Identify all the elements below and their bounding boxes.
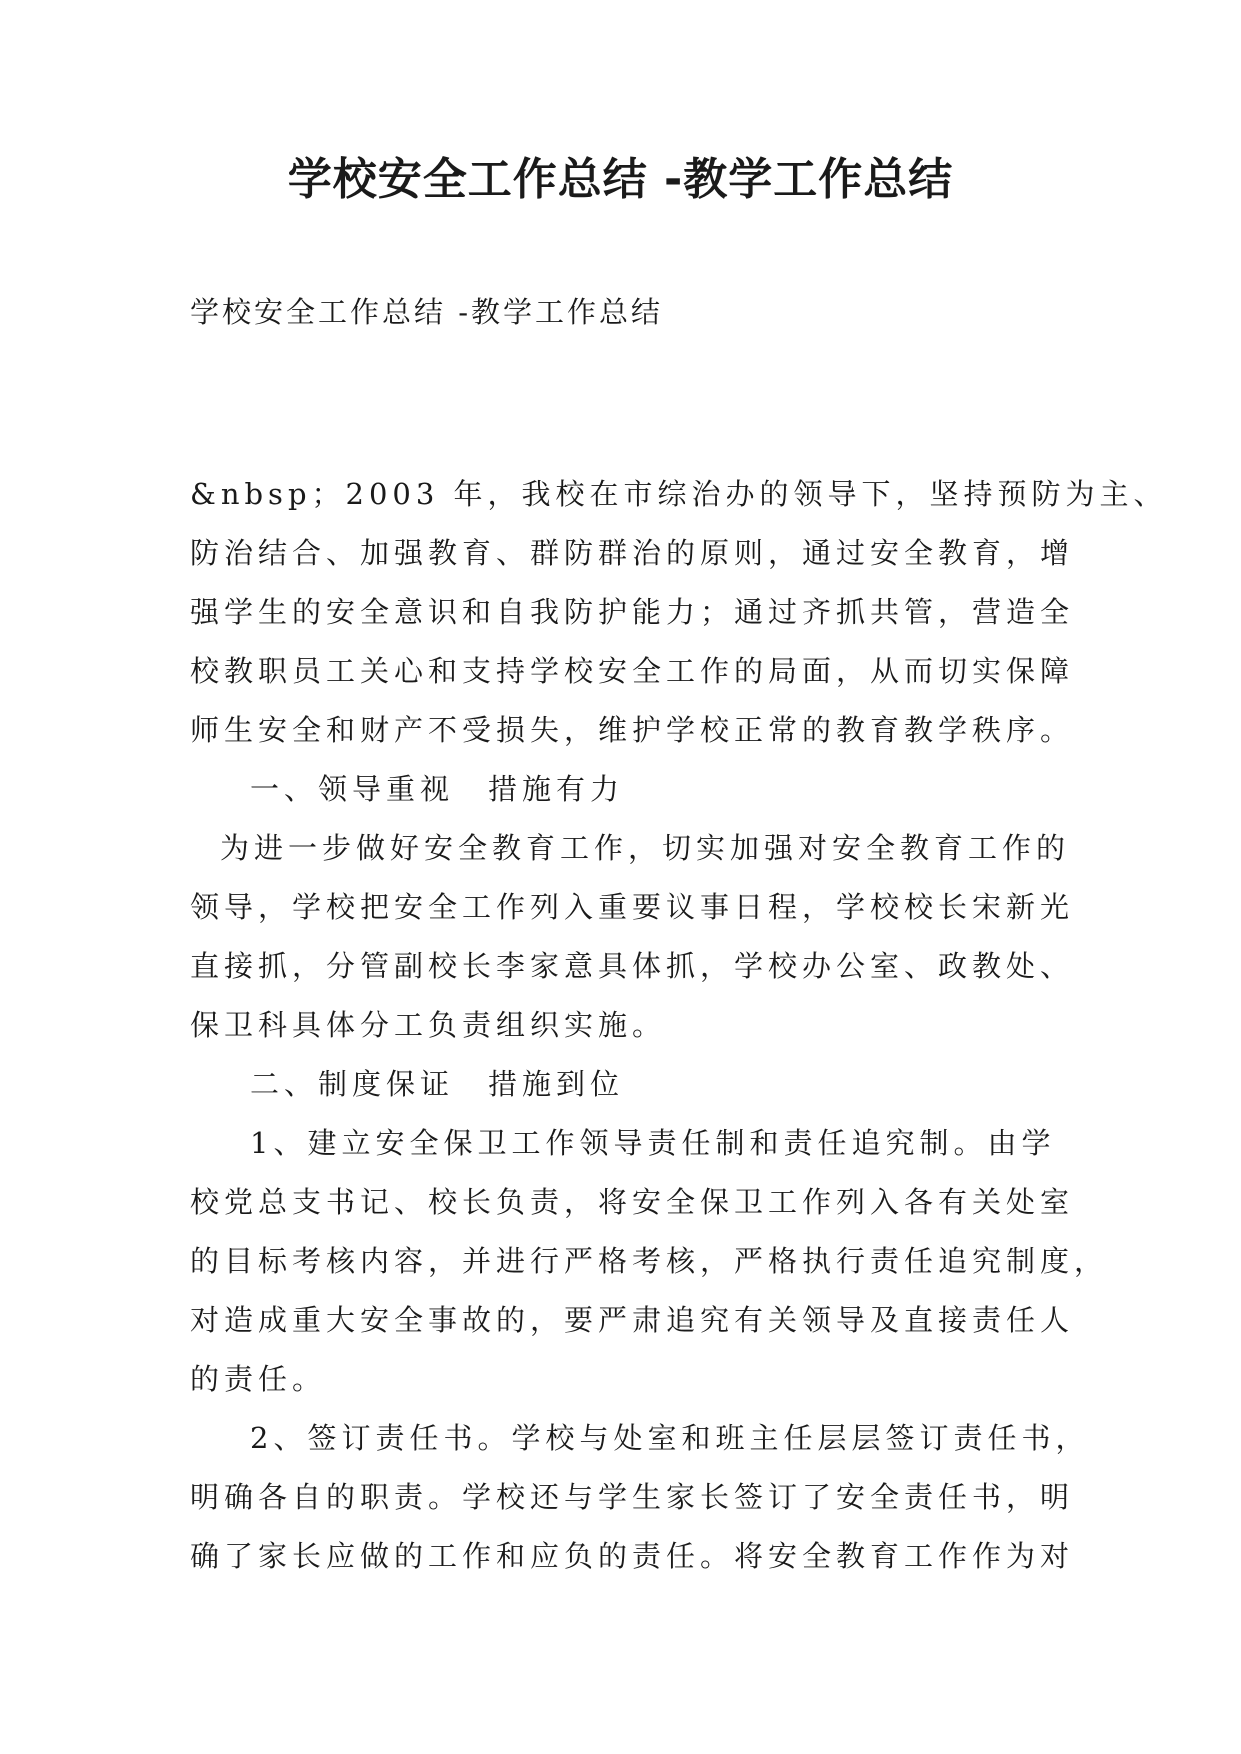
- body-line: 校教职员工关心和支持学校安全工作的局面，从而切实保障: [190, 654, 1075, 688]
- body-line: 防治结合、加强教育、群防群治的原则，通过安全教育，增: [190, 536, 1075, 570]
- body-line: 强学生的安全意识和自我防护能力；通过齐抓共管，营造全: [190, 595, 1075, 629]
- body-line: 对造成重大安全事故的，要严肃追究有关领导及直接责任人: [190, 1303, 1075, 1337]
- body-line: 1、建立安全保卫工作领导责任制和责任追究制。由学: [250, 1126, 1056, 1160]
- body-line: 保卫科具体分工负责组织实施。: [190, 1008, 667, 1042]
- document-title: 学校安全工作总结 -教学工作总结: [287, 154, 954, 205]
- body-line: 领导，学校把安全工作列入重要议事日程，学校校长宋新光: [190, 890, 1075, 924]
- document-body: [190, 465, 1168, 1586]
- document-subtitle: 学校安全工作总结 -教学工作总结: [190, 295, 664, 329]
- body-line: 的责任。: [190, 1362, 327, 1396]
- section-heading: 二、制度保证 措施到位: [250, 1067, 625, 1101]
- section-heading: 一、领导重视 措施有力: [250, 772, 625, 806]
- body-line: 2、签订责任书。学校与处室和班主任层层签订责任书，: [250, 1421, 1090, 1455]
- body-line: 师生安全和财产不受损失，维护学校正常的教育教学秩序。: [190, 713, 1075, 747]
- body-line: 校党总支书记、校长负责，将安全保卫工作列入各有关处室: [190, 1185, 1075, 1219]
- body-line: 直接抓，分管副校长李家意具体抓，学校办公室、政教处、: [190, 949, 1075, 983]
- body-line: &nbsp；2003 年，我校在市综治办的领导下，坚持预防为主、: [190, 477, 1168, 511]
- body-line: 确了家长应做的工作和应负的责任。将安全教育工作作为对: [190, 1539, 1075, 1573]
- body-line: 明确各自的职责。学校还与学生家长签订了安全责任书，明: [190, 1480, 1075, 1514]
- body-line: 为进一步做好安全教育工作，切实加强对安全教育工作的: [220, 831, 1071, 865]
- body-line: 的目标考核内容，并进行严格考核，严格执行责任追究制度，: [190, 1244, 1109, 1278]
